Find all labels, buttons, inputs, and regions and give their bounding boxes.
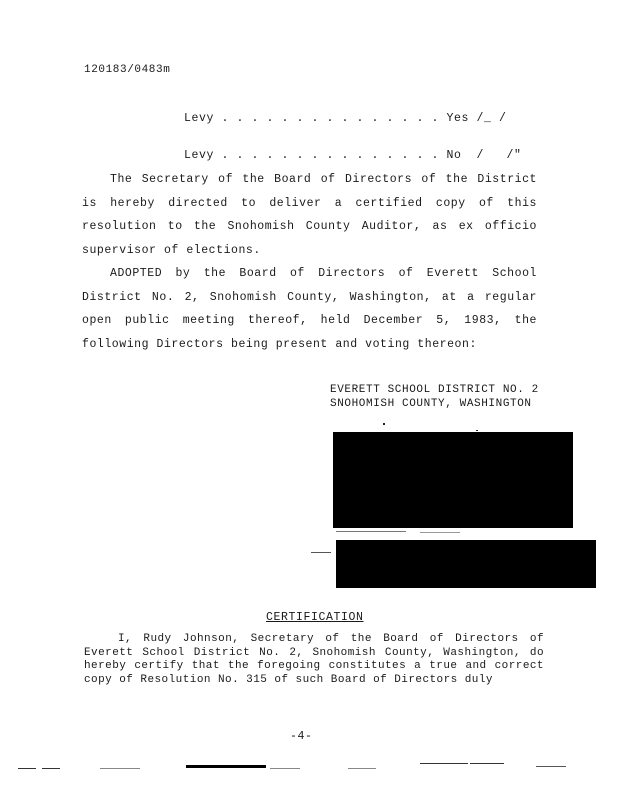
redaction-block [333, 432, 573, 528]
file-id: 120183/0483m [84, 64, 171, 76]
certification-heading: CERTIFICATION [266, 611, 364, 624]
scan-speck [476, 430, 478, 431]
scan-artifact [420, 763, 468, 764]
signature-trace [420, 532, 460, 533]
certification-paragraph [84, 633, 544, 687]
directive-paragraph [82, 168, 537, 262]
scan-artifact [270, 768, 300, 769]
levy-yes-line: Levy . . . . . . . . . . . . . . . Yes /_ / [184, 112, 507, 125]
scan-artifact [186, 765, 266, 768]
scan-artifact [536, 766, 566, 767]
signature-trace [311, 552, 331, 553]
levy-no-line: Levy . . . . . . . . . . . . . . . No / /" [184, 149, 522, 162]
scan-artifact [470, 763, 504, 764]
county-name: SNOHOMISH COUNTY, WASHINGTON [330, 398, 532, 410]
scan-artifact [100, 768, 140, 769]
adoption-paragraph [82, 262, 537, 356]
district-name: EVERETT SCHOOL DISTRICT NO. 2 [330, 384, 539, 396]
scan-speck [383, 423, 385, 425]
scan-artifact [348, 768, 376, 769]
directive-paragraph-text: The Secretary of the Board of Directors of the District is hereby directed to deliver a certified copy of this resolution to the Snohomish County Auditor, as ex officio supervisor of elections. [82, 173, 537, 257]
scan-artifact [18, 768, 36, 769]
page-number: -4- [290, 730, 313, 743]
scan-artifact [42, 768, 60, 769]
certification-paragraph-text: I, Rudy Johnson, Secretary of the Board of Directors of Everett School District No. 2, Snohomish County, Washington, do hereby certify that the foregoing constitutes a true and correct copy of Resolution No. 315 of such Board of Directors duly [84, 633, 544, 686]
adoption-paragraph-text: ADOPTED by the Board of Directors of Everett School District No. 2, Snohomish County, Washington, at a regular open public meeting thereof, held December 5, 1983, the following Directors being present and voting thereon: [82, 267, 537, 351]
redaction-block [336, 540, 596, 588]
signature-trace [336, 531, 406, 532]
